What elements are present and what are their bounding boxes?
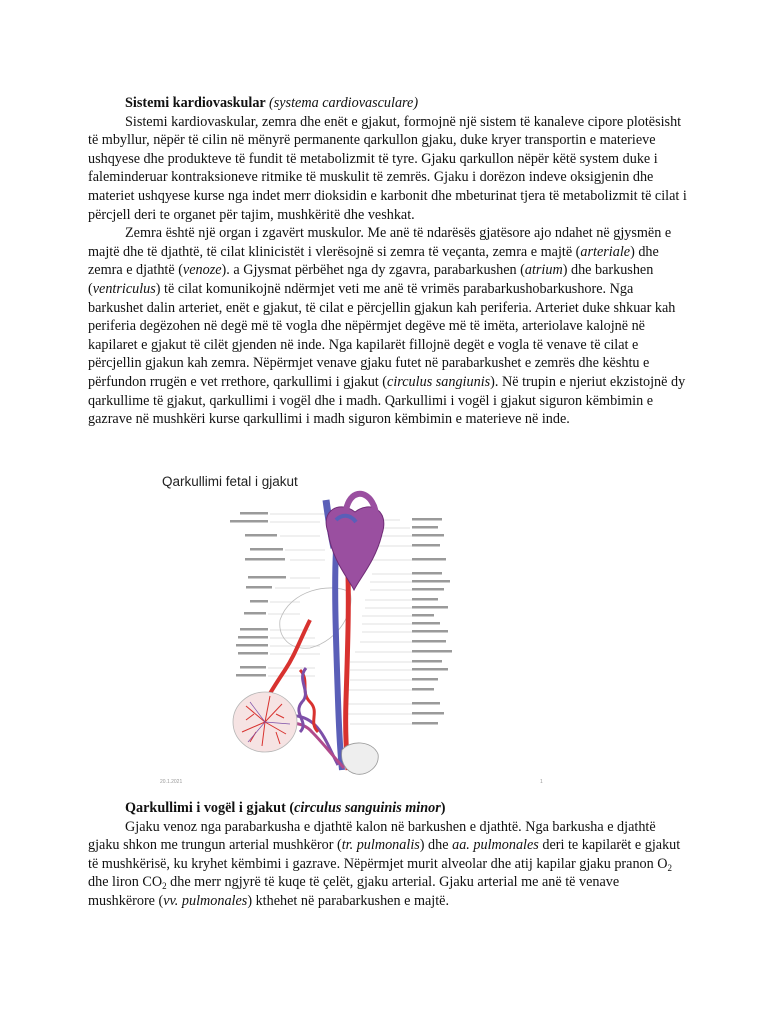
- inferior-vena-cava: [335, 550, 342, 770]
- fetal-circulation-illustration: [150, 470, 550, 788]
- section-title: [88, 94, 688, 113]
- fetal-circulation-figure: [150, 470, 550, 788]
- paragraph-2: Zemra është një organ i zgavërt muskulor. Me anë të ndarësës gjatësore ajo ndahet në gjysmën e majtë dhe të djathtë, të cilat klinicistët i vlerësojnë si zemra të veçanta, zemra e majtë (arteriale) dhe zemra e djathtë (venoze). a Gjysmat përbëhet nga dy zgavra, parabarkushen (atrium) dhe barkushen (ventriculus) të cilat komunikojnë ndërmjet veti me anë të vrimës parabarkushobarkushore. Nga barkushet dalin arteriet, enët e gjakut, të cilat e përcjellin gjakun kah periferia. Arteriet duke shkuar kah periferia degëzohen në degë më të vogla dhe nëpërmjet degëve më të imëta, arteriolave kalojnë në kapilaret e gjakut të cilët gjenden në inde. Nga kapilarët fillojnë degët e vogla të venave të cilat e përcjellin gjakun kah zemra. Nëpërmjet venave gjaku futet në parabarkushet e zemrës dhe kështu e përfundon rrugën e vet rrethore, qarkullimi i gjakut (circulus sangiunis). Në trupin e njeriut ekzistojnë dy qarkullime të gjakut, qarkullimi i vogël dhe i madh. Qarkullimi i vogël i gjakut siguron këmbimin e gazrave në mushkëri kurse qarkullimi i madh siguron këmbimin e materieve në inde.: [88, 225, 686, 428]
- paragraph-1: Sistemi kardiovaskular, zemra dhe enët e gjakut, formojnë një sistem të kanaleve cipore plotësisht të mbyllur, nëpër të cilin në mënyrë permanente qarkullon gjaku, duke kryer transportin e materieve ushqyese dhe produkteve të fundit të metabolizmit të tyre. Gjaku qarkullon nëpër këtë system duke i faleminderuar kontraksioneve ritmike të muskulit të zemrës. Gjaku i dorëzon indeve oksigjenin dhe materiet ushqyese kurse nga indet merr dioksidin e karbonit dhe mbeturinat tjera të metabolizmit të cilat i përcjell deri te organet për tajim, mushkëritë dhe veshkat.: [88, 113, 687, 223]
- bladder-outline: [342, 743, 379, 774]
- figure-title: Qarkullimi fetal i gjakut: [162, 474, 298, 489]
- title-bold: Sistemi kardiovaskular: [125, 95, 266, 111]
- figure-footer-page: 1: [540, 779, 543, 785]
- section-2-title: Qarkullimi i vogël i gjakut (circulus sanguinis minor): [125, 800, 446, 816]
- section-2-paragraph: Gjaku venoz nga parabarkusha e djathtë kalon në barkushen e djathtë. Nga barkusha e djathtë gjaku shkon me trungun arterial mushkëror (tr. pulmonalis) dhe aa. pulmonales deri te kapilarët e gjakut të mushkërisë, ku kryhet këmbimi i gazrave. Nëpërmjet murit alveolar dhe atij kapilar gjaku pranon $O_2$ dhe liron $CO_2$ dhe merr ngjyrë të kuqe të çelët, gjaku arterial. Gjaku arterial me anë të venave mushkërore (vv. pulmonales) kthehet në parabarkushen e majtë.: [88, 818, 681, 909]
- liver-outline: [280, 588, 351, 648]
- section-pulmonary-circulation: [88, 799, 688, 911]
- title-latin: (systema cardiovasculare): [269, 95, 419, 111]
- figure-footer-date: 20.1.2021: [160, 779, 183, 785]
- section-cardiovascular: [88, 94, 688, 429]
